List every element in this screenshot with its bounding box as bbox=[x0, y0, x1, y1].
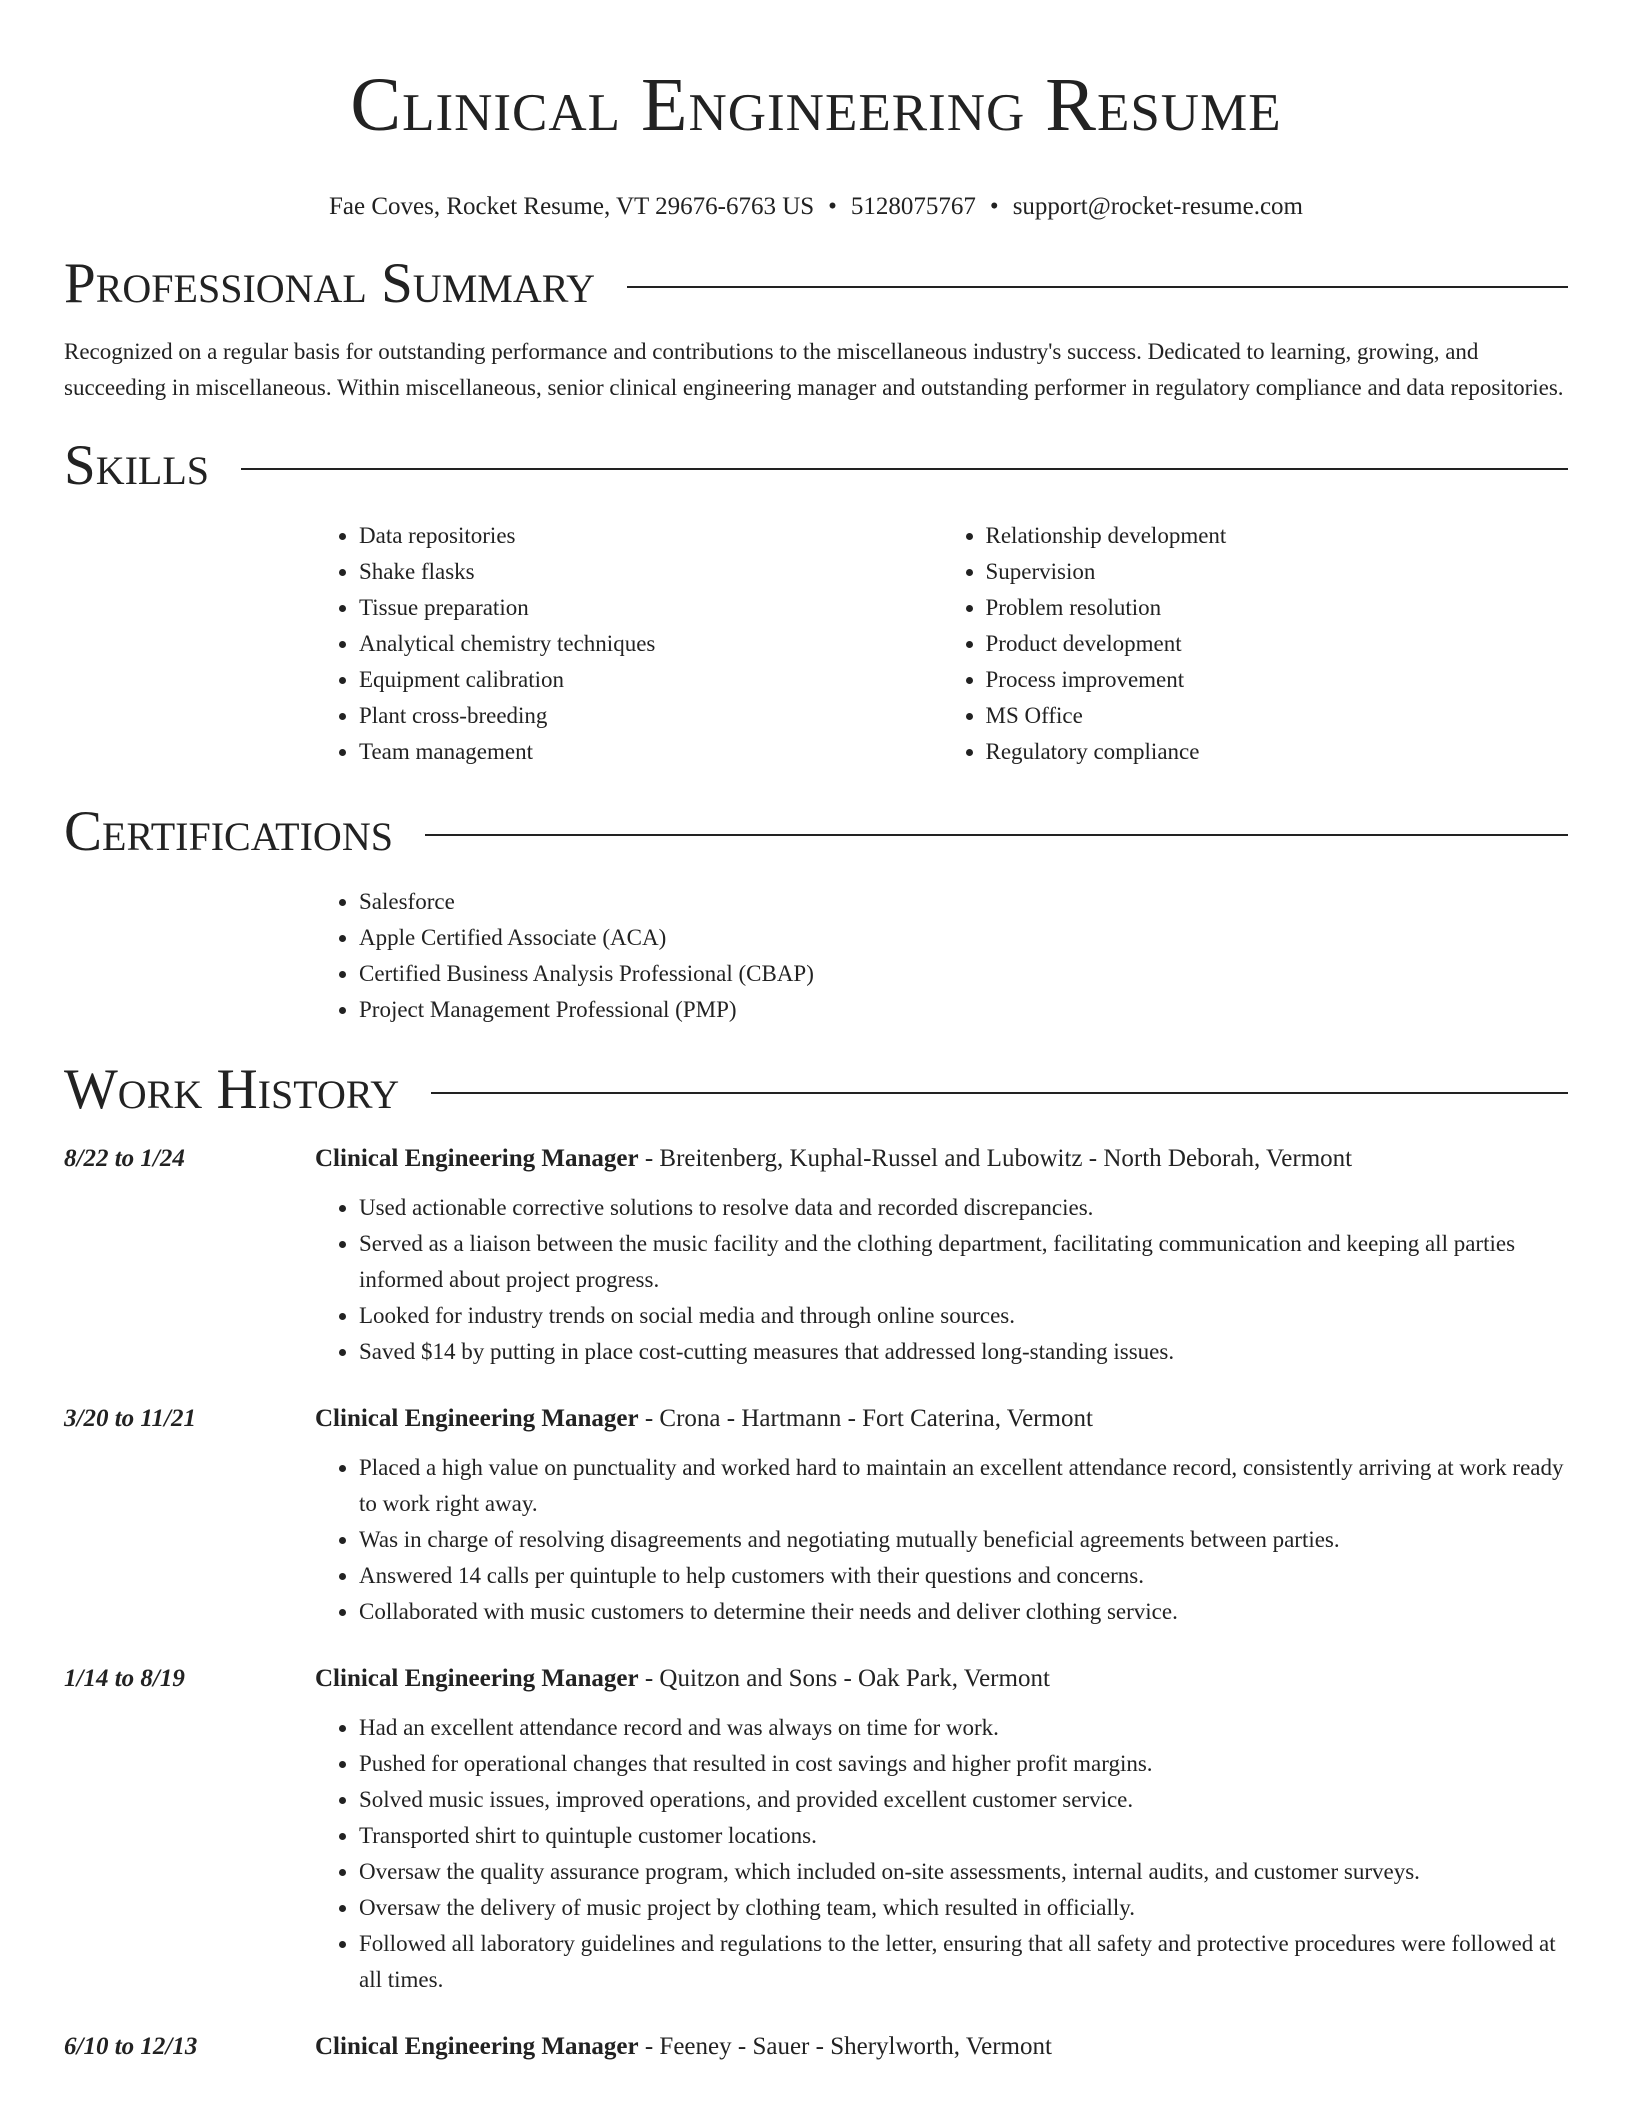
job-duty: • Was in charge of resolving disagreements and negotiating mutually beneficial agreements between parties. bbox=[359, 1522, 1568, 1558]
job-title: Clinical Engineering Manager bbox=[315, 1665, 639, 1692]
work-history-heading: Work History bbox=[64, 1058, 400, 1121]
contact-phone: 5128075767 bbox=[850, 193, 976, 220]
job-employer-location: - Feeney - Sauer - Sherylworth, Vermont bbox=[638, 2033, 1052, 2060]
job-duty: • Served as a liaison between the music facility and the clothing department, facilitating communication and keeping all parties informed about project progress. bbox=[359, 1226, 1568, 1298]
job-title: Clinical Engineering Manager bbox=[315, 1405, 639, 1432]
summary-heading: Professional Summary bbox=[64, 252, 596, 315]
skills-list-left bbox=[315, 518, 942, 770]
job-duty: • Used actionable corrective solutions to resolve data and recorded discrepancies. bbox=[359, 1190, 1568, 1226]
job-body bbox=[315, 1142, 1568, 1370]
skill-item: • MS Office bbox=[986, 698, 1569, 734]
job-body bbox=[315, 2030, 1568, 2078]
job-duty: • Oversaw the quality assurance program, which included on-site assessments, internal audits, and customer surveys. bbox=[359, 1854, 1568, 1890]
work-history-section-header bbox=[64, 1058, 1568, 1122]
contact-address: Fae Coves, Rocket Resume, VT 29676-6763 US bbox=[329, 193, 815, 220]
certification-item: • Salesforce bbox=[359, 884, 1568, 920]
job-duty: • Answered 14 calls per quintuple to help customers with their questions and concerns. bbox=[359, 1558, 1568, 1594]
certifications-bullets bbox=[315, 884, 1568, 1028]
skill-item: • Plant cross-breeding bbox=[359, 698, 942, 734]
job-employer-location: - Quitzon and Sons - Oak Park, Vermont bbox=[638, 1665, 1050, 1692]
job-duty: • Pushed for operational changes that resulted in cost savings and higher profit margins. bbox=[359, 1746, 1568, 1782]
certification-item: • Project Management Professional (PMP) bbox=[359, 992, 1568, 1028]
job-heading bbox=[315, 1142, 1568, 1176]
section-divider bbox=[241, 468, 1568, 470]
skill-item: • Problem resolution bbox=[986, 590, 1569, 626]
job-dates: 6/10 to 12/13 bbox=[64, 2033, 198, 2060]
job-duty: • Placed a high value on punctuality and worked hard to maintain an excellent attendance record, consistently arriving at work ready to work right away. bbox=[359, 1450, 1568, 1522]
skills-section-header bbox=[64, 434, 1568, 498]
job-body bbox=[315, 1402, 1568, 1630]
job-title: Clinical Engineering Manager bbox=[315, 1145, 639, 1172]
job-duty: • Oversaw the delivery of music project by clothing team, which resulted in officially. bbox=[359, 1890, 1568, 1926]
skill-item: • Supervision bbox=[986, 554, 1569, 590]
skill-item: • Process improvement bbox=[986, 662, 1569, 698]
contact-separator: • bbox=[828, 193, 837, 220]
job-duties bbox=[315, 1450, 1568, 1630]
skill-item: • Regulatory compliance bbox=[986, 734, 1569, 770]
skill-item: • Shake flasks bbox=[359, 554, 942, 590]
job-entry bbox=[64, 1142, 1568, 1370]
resume-page bbox=[64, 0, 1568, 2078]
skills-list-right bbox=[942, 518, 1569, 770]
skills-column-right bbox=[942, 518, 1569, 770]
skills-heading: Skills bbox=[64, 434, 210, 497]
job-dates: 3/20 to 11/21 bbox=[64, 1405, 196, 1432]
job-duty: • Transported shirt to quintuple customer locations. bbox=[359, 1818, 1568, 1854]
section-divider bbox=[431, 1092, 1568, 1094]
job-duty: • Saved $14 by putting in place cost-cutting measures that addressed long-standing issues. bbox=[359, 1334, 1568, 1370]
section-divider bbox=[627, 286, 1568, 288]
summary-text: Recognized on a regular basis for outstanding performance and contributions to the miscellaneous industry's success. Dedicated to learning, growing, and succeeding in miscellaneous. Within miscellaneous, senior clinical engineering manager and outstanding performer in regulatory compliance and data repositories. bbox=[64, 339, 1564, 400]
job-heading bbox=[315, 1402, 1568, 1436]
skill-item: • Data repositories bbox=[359, 518, 942, 554]
skills-column-left bbox=[315, 518, 942, 770]
job-heading bbox=[315, 2030, 1568, 2064]
job-duty: • Solved music issues, improved operations, and provided excellent customer service. bbox=[359, 1782, 1568, 1818]
skill-item: • Relationship development bbox=[986, 518, 1569, 554]
contact-email: support@rocket-resume.com bbox=[1012, 193, 1303, 220]
job-duty: • Had an excellent attendance record and was always on time for work. bbox=[359, 1710, 1568, 1746]
job-body bbox=[315, 1662, 1568, 1998]
job-duty: • Followed all laboratory guidelines and regulations to the letter, ensuring that all safety and protective procedures were followed at all times. bbox=[359, 1926, 1568, 1998]
job-duties bbox=[315, 1190, 1568, 1370]
certifications-section-header bbox=[64, 800, 1568, 864]
job-dates: 1/14 to 8/19 bbox=[64, 1665, 185, 1692]
certification-item: • Apple Certified Associate (ACA) bbox=[359, 920, 1568, 956]
contact-separator: • bbox=[989, 193, 999, 220]
resume-title: Clinical Engineering Resume bbox=[350, 63, 1282, 147]
job-dates: 8/22 to 1/24 bbox=[64, 1145, 185, 1172]
job-duty: • Collaborated with music customers to determine their needs and deliver clothing service. bbox=[359, 1594, 1568, 1630]
certifications-list bbox=[315, 884, 1568, 1028]
job-entry bbox=[64, 1402, 1568, 1630]
skill-item: • Equipment calibration bbox=[359, 662, 942, 698]
job-employer-location: - Crona - Hartmann - Fort Caterina, Vermont bbox=[638, 1405, 1093, 1432]
summary-section-header bbox=[64, 252, 1568, 316]
job-entry bbox=[64, 1662, 1568, 1998]
job-duty: • Looked for industry trends on social media and through online sources. bbox=[359, 1298, 1568, 1334]
certification-item: • Certified Business Analysis Professional (CBAP) bbox=[359, 956, 1568, 992]
job-duties bbox=[315, 1710, 1568, 1998]
job-heading bbox=[315, 1662, 1568, 1696]
job-employer-location: - Breitenberg, Kuphal-Russel and Lubowitz - North Deborah, Vermont bbox=[638, 1145, 1353, 1172]
contact-line bbox=[64, 192, 1568, 222]
skills-list bbox=[315, 518, 1568, 770]
job-entry bbox=[64, 2030, 1568, 2078]
skill-item: • Analytical chemistry techniques bbox=[359, 626, 942, 662]
skill-item: • Tissue preparation bbox=[359, 590, 942, 626]
skill-item: • Product development bbox=[986, 626, 1569, 662]
section-divider bbox=[425, 834, 1568, 836]
job-title: Clinical Engineering Manager bbox=[315, 2033, 639, 2060]
certifications-heading: Certifications bbox=[64, 800, 393, 863]
skill-item: • Team management bbox=[359, 734, 942, 770]
